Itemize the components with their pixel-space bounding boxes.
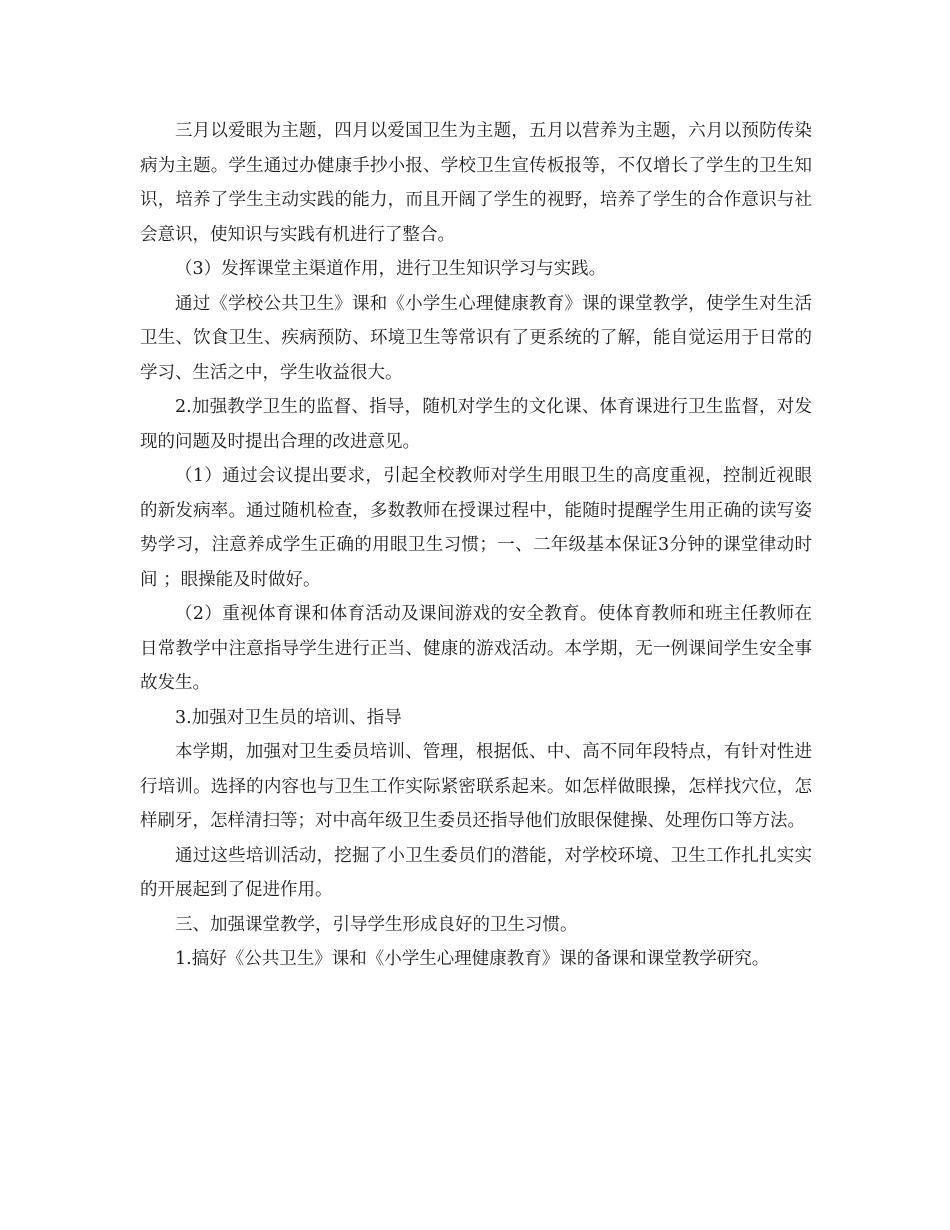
paragraph-eye-hygiene: （1）通过会议提出要求，引起全校教师对学生用眼卫生的高度重视，控制近视眼的新发病率。通过随机检查，多数教师在授课过程中，能随时提醒学生用正确的读写姿势学习，注意养成学生正确的用眼卫生习惯；一、二年级基本保证3分钟的课堂律动时间 ；眼操能及时做好。 [140, 466, 812, 590]
document-body [140, 114, 812, 977]
paragraph-training-heading: 3.加强对卫生员的培训、指导 [175, 707, 402, 728]
paragraph-supervision: 2.加强教学卫生的监督、指导，随机对学生的文化课、体育课进行卫生监督，对发现的问题及时提出合理的改进意见。 [140, 397, 812, 452]
paragraph-lesson-prep: 1.搞好《公共卫生》课和《小学生心理健康教育》课的备课和课堂教学研究。 [175, 949, 770, 969]
paragraph-classroom-channel: （3）发挥课堂主渠道作用，进行卫生知识学习与实践。 [175, 259, 607, 279]
section-heading-classroom: 三、加强课堂教学，引导学生形成良好的卫生习惯。 [175, 914, 578, 935]
paragraph-pe-safety: （2）重视体育课和体育活动及课间游戏的安全教育。使体育教师和班主任教师在日常教学中注意指导学生进行正当、健康的游戏活动。本学期，无一例课间学生安全事故发生。 [140, 604, 812, 693]
paragraph-training-details: 本学期，加强对卫生委员培训、管理，根据低、中、高不同年段特点，有针对性进行培训。选择的内容也与卫生工作实际紧密联系起来。如怎样做眼操，怎样找穴位，怎样刷牙，怎样清扫等；对中高年级卫生委员还指导他们放眼保健操、处理伤口等方法。 [140, 742, 812, 831]
paragraph-classroom-teaching: 通过《学校公共卫生》课和《小学生心理健康教育》课的课堂教学，使学生对生活卫生、饮食卫生、疾病预防、环境卫生等常识有了更系统的了解，能自觉运用于日常的学习、生活之中，学生收益很大。 [140, 293, 812, 383]
paragraph-themes: 三月以爱眼为主题，四月以爱国卫生为主题，五月以营养为主题，六月以预防传染病为主题。学生通过办健康手抄小报、学校卫生宣传板报等，不仅增长了学生的卫生知识，培养了学生主动实践的能力，而且开阔了学生的视野，培养了学生的合作意识与社会意识，使知识与实践有机进行了整合。 [140, 121, 812, 245]
paragraph-training-results: 通过这些培训活动，挖掘了小卫生委员们的潜能，对学校环境、卫生工作扎扎实实的开展起到了促进作用。 [140, 845, 812, 900]
